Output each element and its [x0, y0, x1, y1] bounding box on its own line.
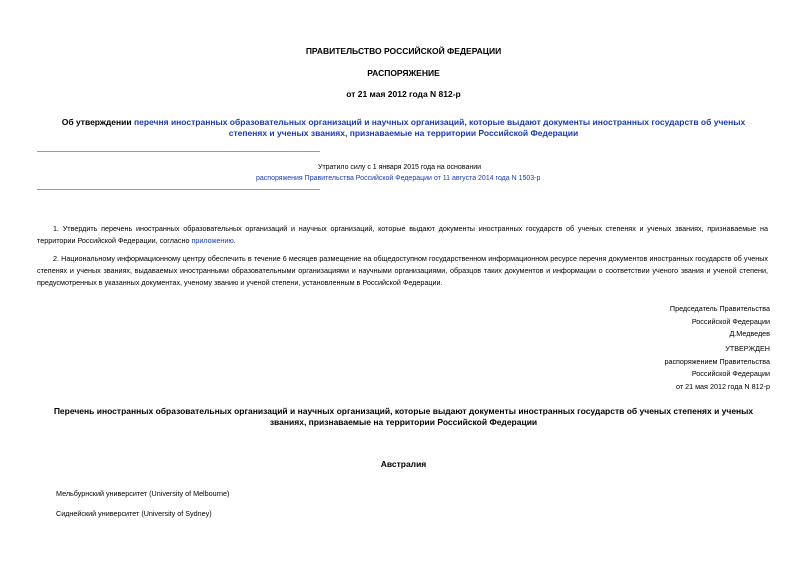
- status-note-link[interactable]: распоряжения Правительства Российской Федерации от 11 августа 2014 года N 1503-р: [256, 175, 541, 182]
- list-title: [0, 406, 807, 428]
- divider-bottom: [37, 189, 320, 190]
- appendix-link[interactable]: приложению: [191, 236, 234, 245]
- status-note-text: Утратило силу с 1 января 2015 года на основании: [318, 164, 482, 171]
- title-link-continued[interactable]: степенях и ученых званиях, признаваемые на территории Российской Федерации: [228, 128, 579, 138]
- title-prefix: Об утверждении: [61, 117, 134, 127]
- signature-org: Российской Федерации: [691, 316, 770, 326]
- signature-position: Председатель Правительства: [669, 304, 770, 313]
- paragraph-2-text: 2. Национальному информационному центру обеспечить в течение 6 месяцев размещение на общедоступном государственном информационном ресурсе перечня документов иностранных государств об ученых степенях и ученых званиях, выдаваемых иностранными образовательными организациями и научными организациями, образцов таких документов и информации о соответствии ученого звания и ученой степени, предусмотренных в указанных документах, ученому званию и ученой степени, установленным в Российской Федерации.: [37, 254, 768, 287]
- approved-org: Российской Федерации: [691, 369, 770, 378]
- signature-block: [670, 303, 770, 341]
- approved-block: [664, 343, 770, 393]
- paragraph-1: [37, 223, 768, 247]
- list-title-line1: Перечень иностранных образовательных организаций и научных организаций, которые выдают документы иностранных государств об ученых степенях и ученых: [53, 406, 754, 416]
- paragraph-1-end: .: [233, 236, 236, 245]
- signature-name: Д.Медведев: [729, 329, 770, 338]
- government-heading: ПРАВИТЕЛЬСТВО РОССИЙСКОЙ ФЕДЕРАЦИИ: [305, 46, 502, 56]
- list-item: Сиднейский университет (University of Sydney): [56, 509, 212, 518]
- paragraph-1-text: 1. Утвердить перечень иностранных образовательных организаций и научных организаций, которые выдают документы иностранных государств об ученых степенях и ученых званиях, признаваемые на территории Российской Федерации, согласно: [37, 224, 768, 245]
- list-item: Мельбурнский университет (University of Melbourne): [56, 489, 230, 498]
- document-title: [0, 117, 807, 139]
- list-title-line2: званиях, признаваемые на территории Российской Федерации: [269, 417, 538, 427]
- paragraph-2: [37, 253, 768, 289]
- approved-by: распоряжением Правительства: [664, 356, 770, 366]
- divider-top: [37, 151, 320, 152]
- document-date-number: от 21 мая 2012 года N 812-р: [346, 89, 461, 99]
- document-type-heading: РАСПОРЯЖЕНИЕ: [367, 68, 440, 78]
- approved-date: от 21 мая 2012 года N 812-р: [676, 381, 770, 391]
- approved-label: УТВЕРЖДЕН: [725, 344, 770, 353]
- title-link[interactable]: перечня иностранных образовательных организаций и научных организаций, которые выдают документы иностранных государств об ученых: [133, 117, 746, 127]
- country-heading: Австралия: [380, 459, 427, 469]
